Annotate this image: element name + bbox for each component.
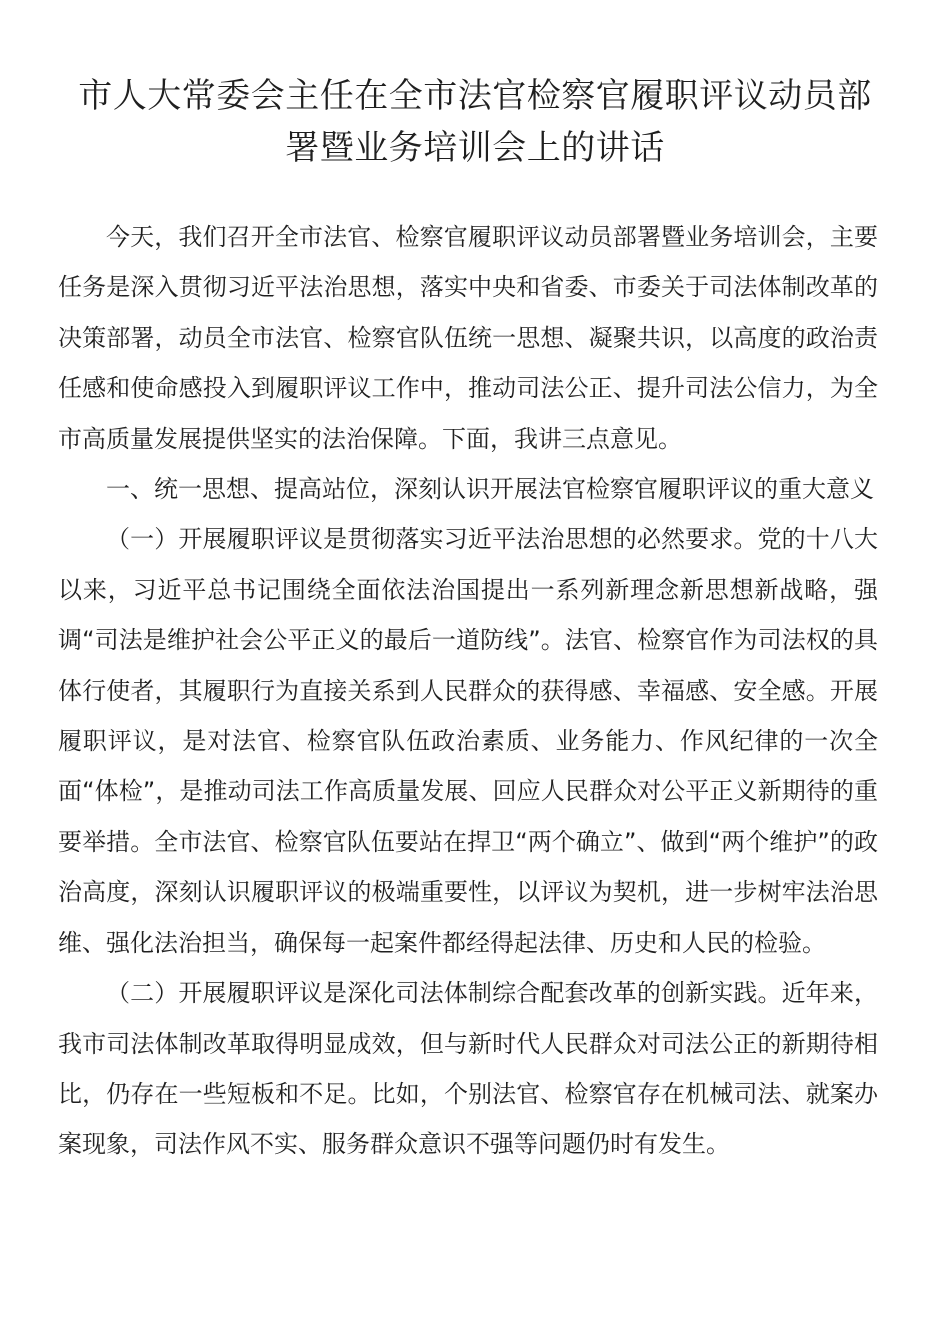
document-body — [58, 212, 878, 1170]
title-line-2: 署暨业务培训会上的讲话 — [285, 128, 665, 168]
paragraph-intro: 今天，我们召开全市法官、检察官履职评议动员部署暨业务培训会，主要任务是深入贯彻习近平法治思想，落实中央和省委、市委关于司法体制改革的决策部署，动员全市法官、检察官队伍统一思想、凝聚共识，以高度的政治责任感和使命感投入到履职评议工作中，推动司法公正、提升司法公信力，为全市高质量发展提供坚实的法治保障。下面，我讲三点意见。 — [58, 223, 878, 453]
paragraph-subsection-1: （一）开展履职评议是贯彻落实习近平法治思想的必然要求。党的十八大以来，习近平总书记围绕全面依法治国提出一系列新理念新思想新战略，强调“司法是维护社会公平正义的最后一道防线”。法官、检察官作为司法权的具体行使者，其履职行为直接关系到人民群众的获得感、幸福感、安全感。开展履职评议，是对法官、检察官队伍政治素质、业务能力、作风纪律的一次全面“体检”，是推动司法工作高质量发展、回应人民群众对公平正义新期待的重要举措。全市法官、检察官队伍要站在捍卫“两个确立”、做到“两个维护”的政治高度，深刻认识履职评议的极端重要性，以评议为契机，进一步树牢法治思维、强化法治担当，确保每一起案件都经得起法律、历史和人民的检验。 — [58, 525, 878, 957]
section-heading-1: 一、统一思想、提高站位，深刻认识开展法官检察官履职评议的重大意义 — [106, 475, 874, 504]
paragraph-subsection-2: （二）开展履职评议是深化司法体制综合配套改革的创新实践。近年来，我市司法体制改革取得明显成效，但与新时代人民群众对司法公正的新期待相比，仍存在一些短板和不足。比如，个别法官、检察官存在机械司法、就案办案现象，司法作风不实、服务群众意识不强等问题仍时有发生。 — [58, 979, 878, 1159]
title-line-1: 市人大常委会主任在全市法官检察官履职评议动员部 — [78, 76, 872, 116]
document-title — [56, 70, 894, 174]
